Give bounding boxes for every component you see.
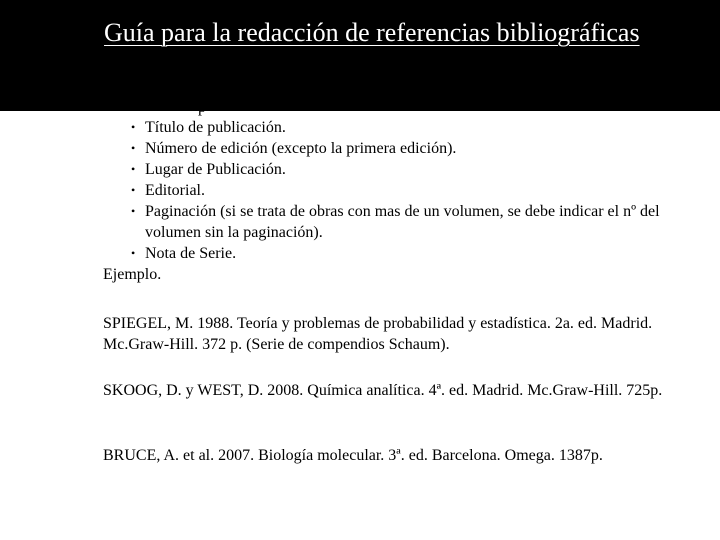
- example-label: Ejemplo.: [103, 266, 162, 283]
- partial-hidden-text: p: [198, 99, 206, 116]
- list-item-text: Editorial.: [145, 182, 205, 199]
- bullet-icon: •: [131, 183, 136, 197]
- bullet-icon: •: [131, 204, 136, 218]
- bullet-icon: •: [131, 246, 136, 260]
- bullet-list: [103, 117, 683, 264]
- bullet-icon: •: [131, 120, 136, 134]
- list-item: [131, 201, 683, 243]
- bullet-icon: •: [131, 162, 136, 176]
- reference-entry: SPIEGEL, M. 1988. Teoría y problemas de probabilidad y estadística. 2a. ed. Madrid. Mc.Graw-Hill. 372 p. (Serie de compendios Schaum).: [103, 315, 653, 353]
- list-item: [131, 159, 683, 180]
- list-item: [131, 180, 683, 201]
- reference-entry: SKOOG, D. y WEST, D. 2008. Química analítica. 4ª. ed. Madrid. Mc.Graw-Hill. 725p.: [103, 382, 663, 399]
- list-item: [131, 243, 683, 264]
- slide-content: [103, 117, 683, 285]
- bullet-icon: •: [131, 141, 136, 155]
- list-item: [131, 138, 683, 159]
- slide-header-bar: [0, 0, 720, 116]
- list-item-text: Número de edición (excepto la primera edición).: [145, 140, 457, 157]
- list-item-text: Título de publicación.: [145, 119, 286, 136]
- list-item: [131, 117, 683, 138]
- slide-title: Guía para la redacción de referencias bibliográficas: [104, 18, 640, 47]
- list-item-text: Lugar de Publicación.: [145, 161, 286, 178]
- list-item-text: Nota de Serie.: [145, 245, 237, 262]
- reference-entry: BRUCE, A. et al. 2007. Biología molecular. 3ª. ed. Barcelona. Omega. 1387p.: [103, 447, 603, 464]
- list-item-text: Paginación (si se trata de obras con mas de un volumen, se debe indicar el nº del volumen sin la paginación).: [145, 203, 660, 241]
